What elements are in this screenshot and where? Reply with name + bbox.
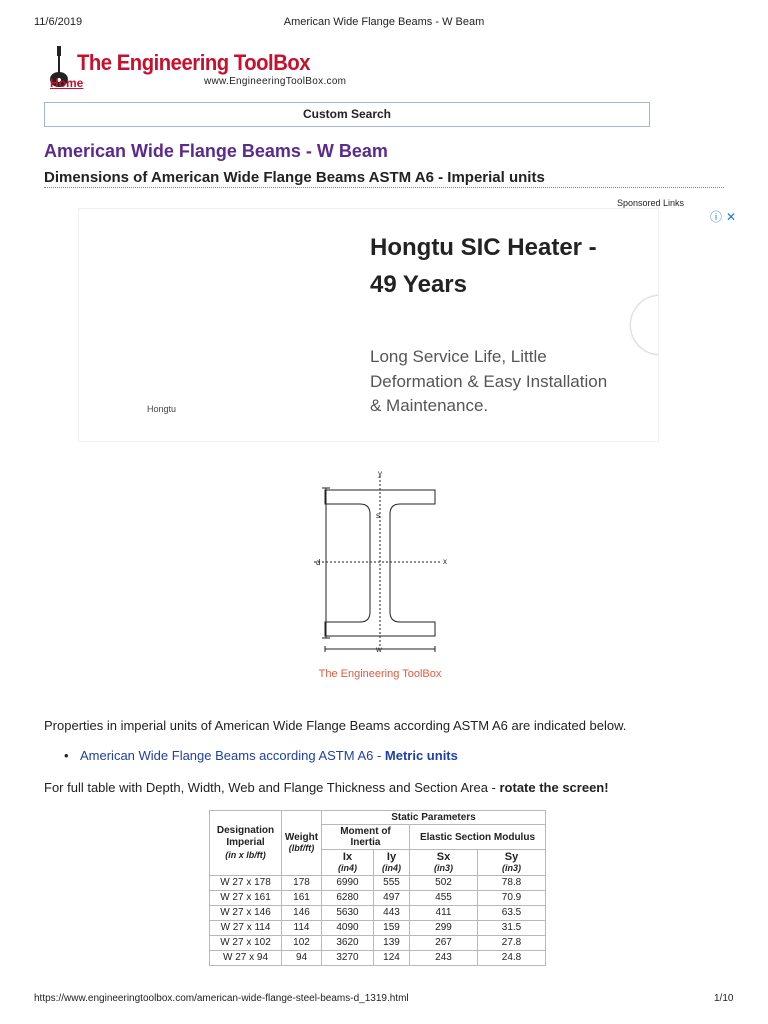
logo-url: www.EngineeringToolBox.com: [204, 76, 347, 87]
bullet-link-text[interactable]: American Wide Flange Beams according ASTM A6 -: [80, 748, 385, 763]
table-cell: 6280: [322, 891, 374, 906]
table-cell: 3620: [322, 936, 374, 951]
table-cell: 159: [374, 921, 410, 936]
table-cell: 178: [282, 876, 322, 891]
table-cell: 455: [410, 891, 478, 906]
metric-units-text[interactable]: Metric units: [384, 748, 458, 763]
ix-header: Ix (in4): [322, 850, 374, 876]
sx-header: Sx (in3): [410, 850, 478, 876]
table-body: [210, 876, 546, 966]
bullet-dot: •: [64, 748, 69, 763]
table-cell: W 27 x 161: [210, 891, 282, 906]
close-icon[interactable]: ✕: [726, 210, 737, 224]
table-cell: 70.9: [478, 891, 546, 906]
table-cell: 243: [410, 951, 478, 966]
beam-properties-table: [209, 810, 546, 966]
table-cell: 78.8: [478, 876, 546, 891]
moment-of-inertia-header: Moment of Inertia: [322, 825, 410, 850]
home-link[interactable]: Home: [50, 76, 84, 90]
rotate-screen-text: rotate the screen!: [499, 780, 609, 795]
divider: [44, 187, 724, 188]
w-beam-diagram: [300, 466, 460, 686]
x-axis-label: x: [443, 557, 447, 566]
table-cell: 6990: [322, 876, 374, 891]
table-cell: 139: [374, 936, 410, 951]
info-icon[interactable]: ⓘ: [710, 210, 723, 224]
ad-advertiser: Hongtu: [147, 404, 177, 414]
table-cell: 161: [282, 891, 322, 906]
full-table-note: [44, 780, 609, 795]
table-row: [210, 936, 546, 951]
table-cell: 555: [374, 876, 410, 891]
table-cell: 502: [410, 876, 478, 891]
weight-header: Weight (lbf/ft): [282, 811, 322, 876]
table-cell: 31.5: [478, 921, 546, 936]
table-row: [210, 951, 546, 966]
table-cell: 3270: [322, 951, 374, 966]
table-cell: 94: [282, 951, 322, 966]
table-cell: 102: [282, 936, 322, 951]
page-subtitle: Dimensions of American Wide Flange Beams ASTM A6 - Imperial units: [44, 169, 545, 186]
width-label: w: [376, 645, 382, 654]
table-cell: 497: [374, 891, 410, 906]
static-parameters-header: Static Parameters: [322, 811, 546, 825]
ad-banner[interactable]: [78, 208, 659, 442]
table-cell: 267: [410, 936, 478, 951]
sy-header: Sy (in3): [478, 850, 546, 876]
custom-search-box[interactable]: Custom Search: [44, 102, 650, 127]
table-cell: 299: [410, 921, 478, 936]
elastic-section-modulus-header: Elastic Section Modulus: [410, 825, 546, 850]
table-cell: 5630: [322, 906, 374, 921]
iy-header: Iy (in4): [374, 850, 410, 876]
table-cell: 24.8: [478, 951, 546, 966]
designation-header: Designation Imperial (in x lb/ft): [210, 811, 282, 876]
table-row: [210, 876, 546, 891]
ad-arrow-button[interactable]: [630, 295, 659, 355]
print-page-number: 1/10: [714, 993, 734, 1004]
table-cell: 4090: [322, 921, 374, 936]
figure-caption: The Engineering ToolBox: [318, 668, 442, 680]
table-cell: W 27 x 94: [210, 951, 282, 966]
table-cell: W 27 x 178: [210, 876, 282, 891]
table-cell: 411: [410, 906, 478, 921]
table-cell: W 27 x 102: [210, 936, 282, 951]
full-table-text: For full table with Depth, Width, Web and Flange Thickness and Section Area -: [44, 780, 500, 795]
depth-label: d: [316, 558, 321, 567]
table-cell: 124: [374, 951, 410, 966]
y-axis-label: y: [378, 469, 382, 478]
site-logo[interactable]: [44, 44, 364, 94]
table-row: [210, 906, 546, 921]
table-cell: W 27 x 114: [210, 921, 282, 936]
table-cell: 443: [374, 906, 410, 921]
print-date: 11/6/2019: [34, 16, 83, 28]
web-label: s: [376, 511, 380, 520]
sponsored-label: Sponsored Links: [617, 198, 685, 208]
print-url: https://www.engineeringtoolbox.com/american-wide-flange-steel-beams-d_1319.html: [34, 993, 409, 1004]
table-cell: 27.8: [478, 936, 546, 951]
ad-body: Long Service Life, Little Deformation & Easy Installation & Maintenance.: [370, 347, 608, 415]
table-row: [210, 891, 546, 906]
ad-controls: [706, 208, 736, 225]
table-cell: 114: [282, 921, 322, 936]
table-cell: W 27 x 146: [210, 906, 282, 921]
ad-headline[interactable]: Hongtu SIC Heater - 49 Years: [370, 234, 597, 298]
logo-brand: The Engineering ToolBox: [77, 50, 311, 75]
table-cell: 146: [282, 906, 322, 921]
page-title: American Wide Flange Beams - W Beam: [44, 141, 388, 161]
table-cell: 63.5: [478, 906, 546, 921]
print-title: American Wide Flange Beams - W Beam: [283, 16, 485, 28]
intro-text: Properties in imperial units of American Wide Flange Beams according ASTM A6 are indicated below.: [44, 718, 627, 733]
table-row: [210, 921, 546, 936]
